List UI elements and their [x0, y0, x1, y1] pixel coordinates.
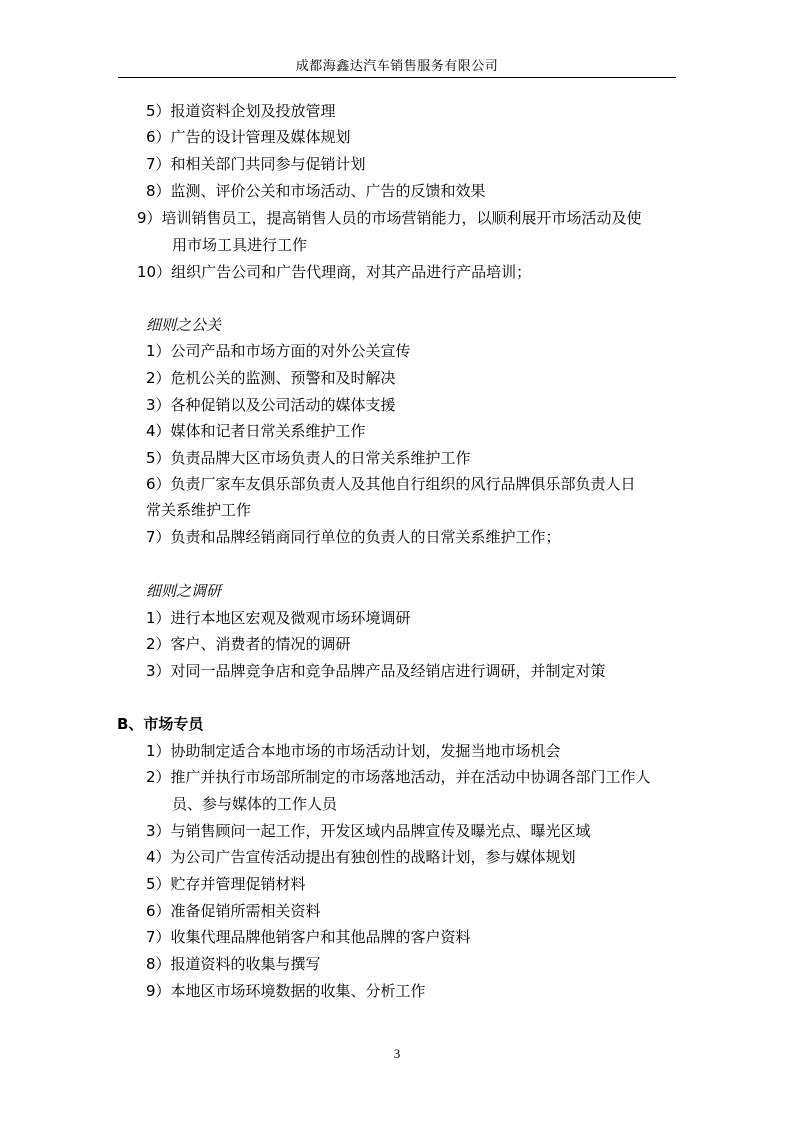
list-item: 6）广告的设计管理及媒体规划 [146, 128, 351, 146]
list-item: 5）报道资料企划及投放管理 [146, 102, 336, 120]
list-item: 2）推广并执行市场部所制定的市场落地活动，并在活动中协调各部门工作人 [146, 768, 651, 786]
list-item-continuation: 用市场工具进行工作 [172, 236, 308, 254]
list-item: 2）危机公关的监测、预警和及时解决 [146, 369, 396, 387]
list-item: 7）负责和品牌经销商同行单位的负责人的日常关系维护工作； [146, 528, 561, 546]
list-item: 10）组织广告公司和广告代理商，对其产品进行产品培训； [137, 263, 532, 281]
list-item: 7）和相关部门共同参与促销计划 [146, 155, 366, 173]
list-item: 3）各种促销以及公司活动的媒体支援 [146, 396, 396, 414]
list-item: 9）培训销售员工，提高销售人员的市场营销能力，以顺利展开市场活动及使 [137, 209, 642, 227]
list-item: 2）客户、消费者的情况的调研 [146, 635, 351, 653]
pr-heading: 细则之公关 [146, 316, 222, 334]
list-item: 7）收集代理品牌他销客户和其他品牌的客户资料 [146, 928, 471, 946]
list-item: 9）本地区市场环境数据的收集、分析工作 [146, 982, 426, 1000]
list-item: 5）负责品牌大区市场负责人的日常关系维护工作 [146, 449, 471, 467]
list-item: 6）负责厂家车友俱乐部负责人及其他自行组织的风行品牌俱乐部负责人日 [146, 475, 636, 493]
header-rule [118, 77, 676, 78]
list-item: 6）准备促销所需相关资料 [146, 902, 321, 920]
list-item: 5）贮存并管理促销材料 [146, 875, 306, 893]
list-item: 1）公司产品和市场方面的对外公关宣传 [146, 342, 411, 360]
list-item: 3）与销售顾问一起工作，开发区域内品牌宣传及曝光点、曝光区域 [146, 822, 591, 840]
section-b-heading: B、市场专员 [117, 715, 204, 733]
list-item: 8）监测、评价公关和市场活动、广告的反馈和效果 [146, 182, 486, 200]
page-number: 3 [393, 1046, 401, 1061]
list-item-continuation: 常关系维护工作 [146, 501, 252, 519]
list-item: 3）对同一品牌竞争店和竞争品牌产品及经销店进行调研，并制定对策 [146, 662, 606, 680]
list-item-continuation: 员、参与媒体的工作人员 [172, 795, 338, 813]
list-item: 4）媒体和记者日常关系维护工作 [146, 422, 366, 440]
list-item: 8）报道资料的收集与撰写 [146, 955, 321, 973]
list-item: 1）进行本地区宏观及微观市场环境调研 [146, 609, 411, 627]
research-heading: 细则之调研 [146, 582, 222, 600]
list-item: 1）协助制定适合本地市场的市场活动计划，发掘当地市场机会 [146, 742, 561, 760]
list-item: 4）为公司广告宣传活动提出有独创性的战略计划，参与媒体规划 [146, 848, 576, 866]
document-header: 成都海鑫达汽车销售服务有限公司 [295, 59, 499, 74]
